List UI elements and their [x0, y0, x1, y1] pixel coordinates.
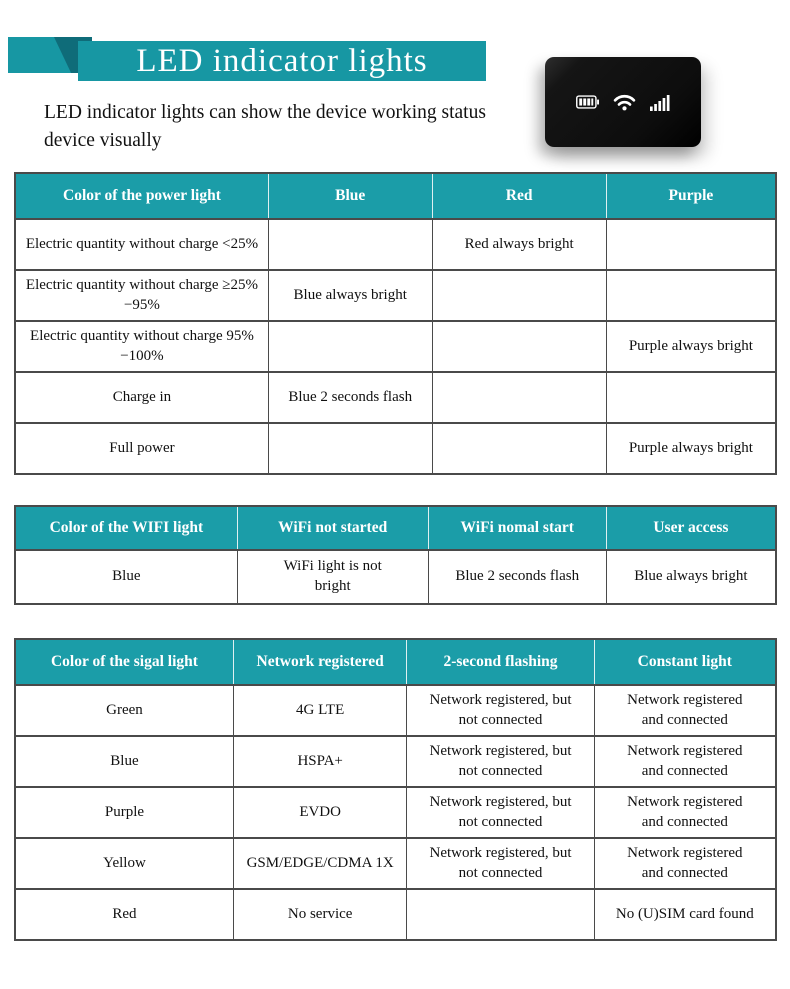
table-cell: Network registered and connected — [594, 787, 776, 838]
column-header: 2-second flashing — [407, 639, 594, 685]
table-header-row — [15, 639, 776, 685]
table-cell: Blue 2 seconds flash — [428, 550, 606, 604]
table-cell: Network registered and connected — [594, 736, 776, 787]
table-cell — [606, 270, 776, 321]
table-cell — [606, 372, 776, 423]
column-header: User access — [606, 506, 776, 550]
column-header: Color of the WIFI light — [15, 506, 237, 550]
table-cell — [432, 270, 606, 321]
table-row — [15, 889, 776, 940]
table-row — [15, 321, 776, 372]
table-cell: Network registered, but not connected — [407, 787, 594, 838]
power-light-table — [14, 172, 777, 475]
column-header: Color of the power light — [15, 173, 268, 219]
battery-icon — [576, 95, 599, 109]
table-cell: Network registered and connected — [594, 685, 776, 736]
table-row — [15, 736, 776, 787]
table-cell: Electric quantity without charge 95%−100% — [15, 321, 268, 372]
table-cell: Red always bright — [432, 219, 606, 270]
table-cell — [432, 423, 606, 474]
table-cell — [268, 219, 432, 270]
table-cell — [606, 219, 776, 270]
wifi-light-table — [14, 505, 777, 605]
column-header: Constant light — [594, 639, 776, 685]
table-row — [15, 423, 776, 474]
page-title: LED indicator lights — [78, 41, 486, 81]
table-cell: Network registered and connected — [594, 838, 776, 889]
wifi-icon — [613, 93, 636, 111]
table-cell: Charge in — [15, 372, 268, 423]
table-cell: Network registered, but not connected — [407, 685, 594, 736]
column-header: Color of the sigal light — [15, 639, 233, 685]
table-cell: Electric quantity without charge ≥25%−95% — [15, 270, 268, 321]
table-header-row — [15, 506, 776, 550]
table-cell — [268, 321, 432, 372]
table-cell: Blue — [15, 550, 237, 604]
table-cell: Blue 2 seconds flash — [268, 372, 432, 423]
table-cell — [432, 321, 606, 372]
table-cell: Network registered, but not connected — [407, 838, 594, 889]
table-cell: Blue always bright — [268, 270, 432, 321]
table-row — [15, 838, 776, 889]
table-cell: Purple — [15, 787, 233, 838]
table-cell — [407, 889, 594, 940]
column-header: Red — [432, 173, 606, 219]
table-cell: 4G LTE — [233, 685, 407, 736]
column-header: Network registered — [233, 639, 407, 685]
table-row — [15, 550, 776, 604]
table-cell: Blue always bright — [606, 550, 776, 604]
table-cell — [432, 372, 606, 423]
table-row — [15, 219, 776, 270]
table-row — [15, 372, 776, 423]
table-header-row — [15, 173, 776, 219]
page-subtitle: LED indicator lights can show the device working status device visually — [44, 102, 486, 151]
table-row — [15, 787, 776, 838]
table-cell: Electric quantity without charge <25% — [15, 219, 268, 270]
table-cell: No (U)SIM card found — [594, 889, 776, 940]
table-cell: GSM/EDGE/CDMA 1X — [233, 838, 407, 889]
table-cell: Red — [15, 889, 233, 940]
signal-light-table — [14, 638, 777, 941]
table-cell: No service — [233, 889, 407, 940]
column-header: WiFi nomal start — [428, 506, 606, 550]
table-cell: Full power — [15, 423, 268, 474]
table-row — [15, 270, 776, 321]
table-row — [15, 685, 776, 736]
table-cell: Network registered, but not connected — [407, 736, 594, 787]
table-cell: WiFi light is not bright — [237, 550, 428, 604]
column-header: WiFi not started — [237, 506, 428, 550]
column-header: Purple — [606, 173, 776, 219]
signal-bars-icon — [650, 94, 670, 111]
table-cell — [268, 423, 432, 474]
device-image — [545, 57, 701, 147]
table-cell: Yellow — [15, 838, 233, 889]
table-cell: Purple always bright — [606, 423, 776, 474]
table-cell: Purple always bright — [606, 321, 776, 372]
table-cell: EVDO — [233, 787, 407, 838]
table-cell: Blue — [15, 736, 233, 787]
column-header: Blue — [268, 173, 432, 219]
table-cell: Green — [15, 685, 233, 736]
table-cell: HSPA+ — [233, 736, 407, 787]
